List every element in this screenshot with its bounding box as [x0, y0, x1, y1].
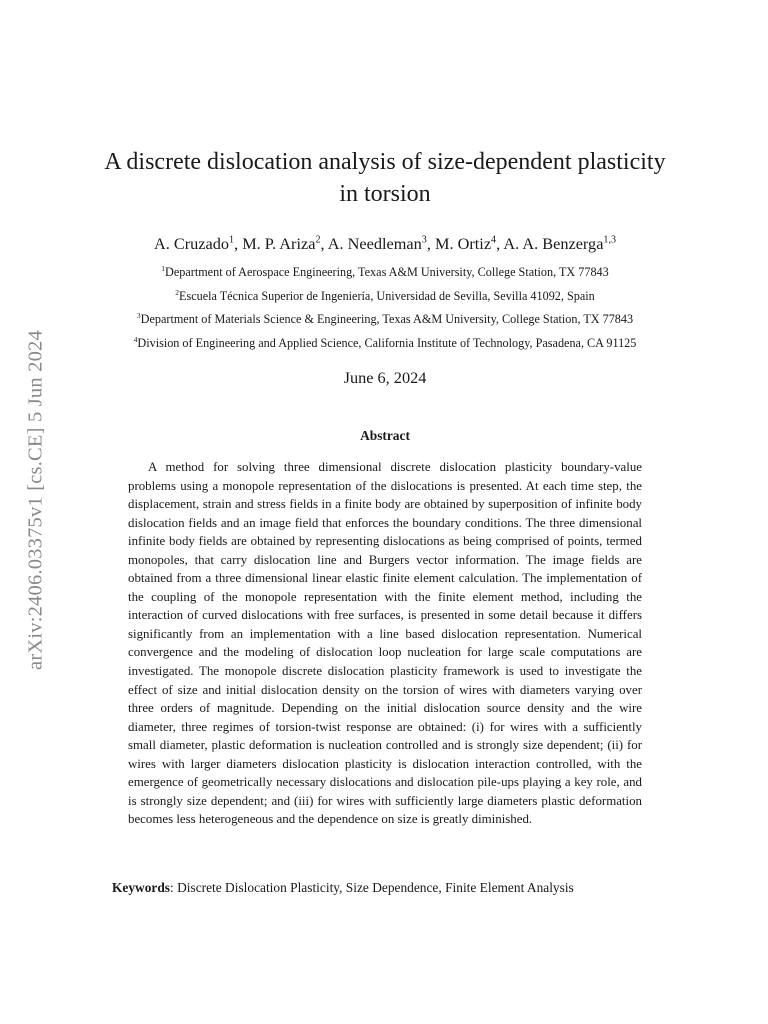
author: A. Cruzado$^1$ — [153, 234, 235, 253]
author-affiliation-mark: 2 — [315, 234, 321, 246]
affiliation-list — [80, 261, 690, 355]
arxiv-identifier-stamp: arXiv:2406.03375v1 [cs.CE] 5 Jun 2024 — [24, 330, 47, 670]
keywords-text: : Discrete Dislocation Plasticity, Size Dependence, Finite Element Analysis — [170, 880, 574, 895]
author: M. P. Ariza$^2$ — [242, 234, 321, 253]
affiliation: $^1$Department of Aerospace Engineering, Texas A&M University, College Station, TX 77843 — [161, 263, 609, 279]
keywords-line — [112, 880, 682, 896]
author-affiliation-mark: 3 — [421, 234, 427, 246]
affiliation: $^3$Department of Materials Science & Engineering, Texas A&M University, College Station, TX 77843 — [136, 311, 634, 327]
abstract-text: A method for solving three dimensional discrete dislocation plasticity boundary-value problems using a monopole representation of the dislocations is presented. At each time step, the displacement, strain and stress fields in a finite body are obtained by superposition of infinite body dislocation fields and an image field that enforces the boundary conditions. The three dimensional infinite body fields are obtained by representing dislocations as being comprised of points, termed monopoles, that carry dislocation line and Burgers vector information. The image fields are obtained from a three dimensional linear elastic finite element calculation. The implementation of the coupling of the monopole representation with the finite element method, including the interaction of curved dislocations with free surfaces, is presented in some detail because it differs significantly from an implementation with a line based dislocation representation. Numerical convergence and the modeling of dislocation loop nucleation for large scale computations are investigated. The monopole discrete dislocation plasticity framework is used to investigate the effect of size and initial dislocation density on the torsion of wires with diameters varying over three orders of magnitude. Depending on the initial dislocation source density and the wire diameter, three regimes of torsion-twist response are obtained: (i) for wires with a sufficiently small diameter, plastic deformation is nucleation controlled and is strongly size dependent; (ii) for wires with larger diameters dislocation plasticity is dislocation interaction controlled, with the emergence of geometrically necessary dislocations and dislocation pile-ups playing a key role, and is strongly size dependent; and (iii) for wires with sufficiently large diameters plastic deformation becomes less heterogeneous and the dependence on size is greatly diminished. — [128, 460, 642, 827]
affiliation: $^4$Division of Engineering and Applied Science, California Institute of Technology, Pasadena, CA 91125 — [133, 334, 637, 350]
author-affiliation-mark: 1 — [229, 234, 235, 246]
paper-title: A discrete dislocation analysis of size-dependent plasticity in torsion — [104, 149, 666, 207]
author: M. Ortiz$^4$ — [434, 234, 497, 253]
affiliation: $^2$Escuela Técnica Superior de Ingeniería, Universidad de Sevilla, Sevilla 41092, Spain — [175, 287, 595, 303]
publication-date: June 6, 2024 — [343, 368, 427, 387]
author-list: A. Cruzado$^1$, M. P. Ariza$^2$, A. Needleman$^3$, M. Ortiz$^4$, A. A. Benzerga$^{1,3}$ — [153, 234, 617, 253]
author: A. A. Benzerga$^{1,3}$ — [503, 234, 617, 253]
author: A. Needleman$^3$ — [327, 234, 427, 253]
keywords-label: Keywords — [112, 880, 171, 895]
abstract-heading: Abstract — [360, 428, 410, 443]
author-affiliation-mark: 1,3 — [603, 234, 617, 246]
author-affiliation-mark: 4 — [491, 234, 497, 246]
